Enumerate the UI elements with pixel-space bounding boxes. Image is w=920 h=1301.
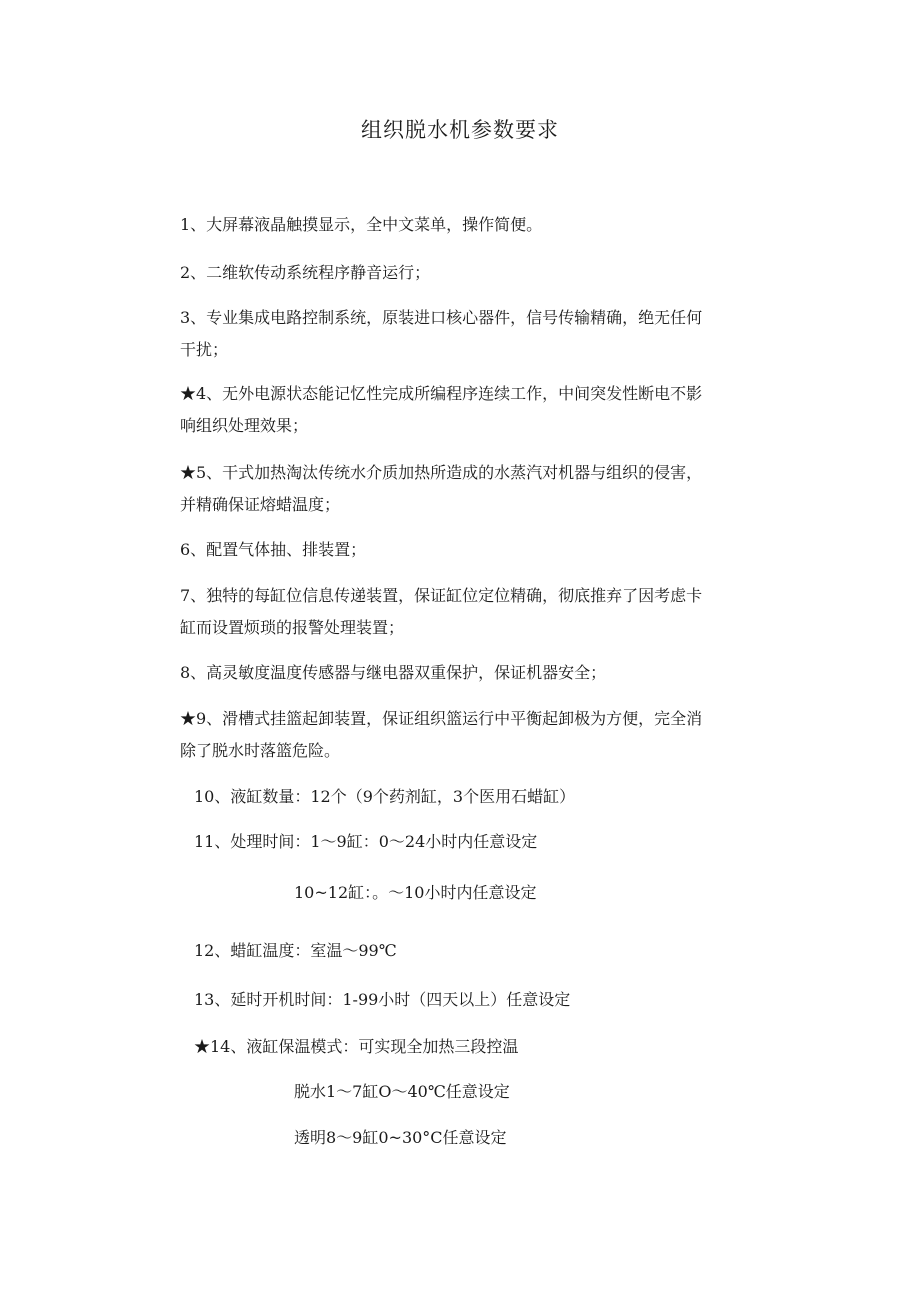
text-line: 13、延时开机时间：1-99小时（四天以上）任意设定 (194, 990, 571, 1009)
text-line: 8、高灵敏度温度传感器与继电器双重保护，保证机器安全； (180, 663, 607, 682)
text-line: 干扰； (180, 340, 229, 359)
text-line: 7、独特的每缸位信息传递装置，保证缸位定位精确，彻底推弃了因考虑卡 (180, 586, 703, 605)
text-line: ★5、干式加热淘汰传统水介质加热所造成的水蒸汽对机器与组织的侵害， (180, 463, 703, 482)
text-line: 10~12缸：。～10小时内任意设定 (294, 883, 537, 902)
text-line: 缸而设置烦琐的报警处理装置； (180, 618, 405, 637)
document-title: 组织脱水机参数要求 (361, 118, 559, 142)
text-line: 10、液缸数量：12个（9个药剂缸，3个医用石蜡缸） (194, 787, 576, 806)
text-line: 透明8～9缸0~30°C任意设定 (294, 1128, 507, 1147)
text-line: 11、处理时间：1～9缸：0～24小时内任意设定 (194, 832, 538, 851)
text-line: 脱水1～7缸O～40℃任意设定 (294, 1082, 510, 1101)
text-line: ★14、液缸保温模式：可实现全加热三段控温 (194, 1037, 519, 1056)
text-line: 响组织处理效果； (180, 416, 309, 435)
text-line: ★4、无外电源状态能记忆性完成所编程序连续工作，中间突发性断电不影 (180, 384, 703, 403)
text-line: 1、大屏幕液晶触摸显示，全中文菜单，操作简便。 (180, 215, 543, 234)
text-line: 6、配置气体抽、排装置； (180, 540, 367, 559)
text-line: ★9、滑槽式挂篮起卸装置，保证组织篮运行中平衡起卸极为方便，完全消 (180, 709, 703, 728)
text-line: 2、二维软传动系统程序静音运行； (180, 263, 431, 282)
text-line: 3、专业集成电路控制系统，原装进口核心器件，信号传输精确，绝无任何 (180, 308, 703, 327)
text-line: 除了脱水时落篮危险。 (180, 741, 341, 760)
text-line: 并精确保证熔蜡温度； (180, 495, 341, 514)
text-line: 12、蜡缸温度：室温～99℃ (194, 941, 397, 960)
